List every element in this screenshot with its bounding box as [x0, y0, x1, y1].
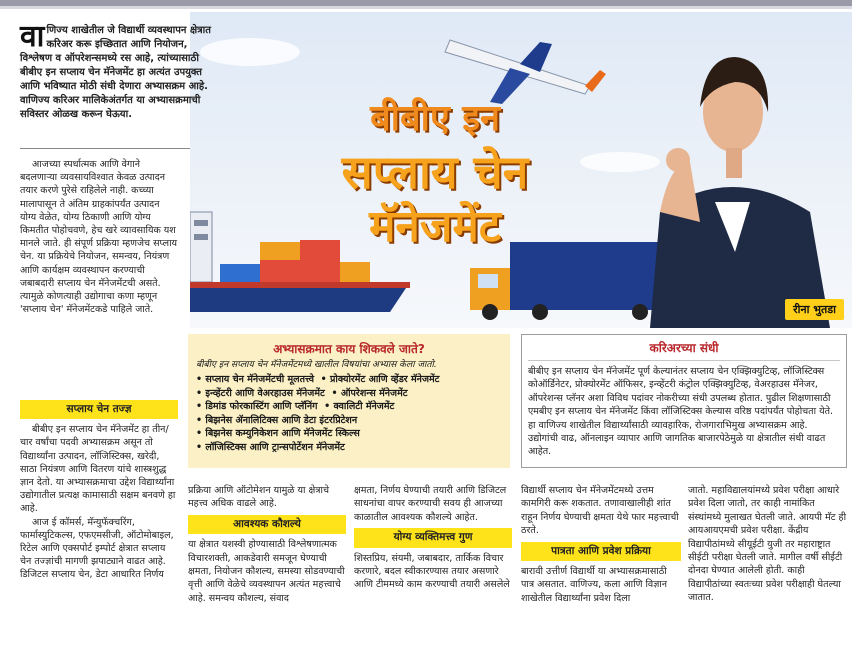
course-item: • डिमांड फोरकास्टिंग आणि प्लॅनिंग: [196, 401, 318, 413]
course-item: • ऑपरेशन्स मॅनेजमेंट: [331, 387, 408, 399]
intro-paragraph: [20, 19, 215, 122]
column-1-lower: [20, 400, 178, 582]
intro-text: णिज्य शाखेतील जे विद्यार्थी व्यवस्थापन क्षेत्रात करिअर करू इच्छितात आणि नियोजन, विश्लेषण व ऑपरेशन्समध्ये रस आहे, त्यांच्यासाठी बीबीए इन सप्लाय चेन मॅनेजमेंट हा अत्यंत उपयुक्त आणि भविष्यात मोठी संधी देणारा अभ्यासक्रम आहे. वाणिज्य करिअर मालिकेअंतर्गत या अभ्यासक्रमाची सविस्तर ओळख करून घेऊया.: [20, 25, 211, 120]
course-list: [196, 373, 502, 455]
col1-paragraph-1: आजच्या स्पर्धात्मक आणि वेगाने बदलणाऱ्या व्यवसायविश्वात केवळ उत्पादन तयार करणे पुरेसे राहिलेले नाही. कच्च्या मालापासून ते अंतिम ग्राहकांपर्यंत उत्पादन योग्य वेळेत, योग्य ठिकाणी आणि योग्य किमतीत पोहोचवणे, हेच खरे व्यावसायिक यश मानले जाते. ही संपूर्ण प्रक्रिया म्हणजेच सप्लाय चेन. या प्रक्रियेचे नियोजन, समन्वय, नियंत्रण आणि कार्यक्षम व्यवस्थापन करण्याची जबाबदारी सप्लाय चेन मॅनेजमेंटची असते. त्यामुळे कोणत्याही उद्योगाचा कणा म्हणून 'सप्लाय चेन' मॅनेजमेंटकडे पाहिले जाते.: [20, 159, 178, 316]
intro-divider: [20, 148, 190, 149]
course-box: [188, 334, 510, 468]
col3-paragraph-2: शिस्तप्रिय, संयमी, जबाबदार, तार्किक विचार करणारे, बदल स्वीकारण्यास तयार असणारे आणि टीममध्ये काम करण्याची तयारी असलेले: [354, 552, 510, 591]
course-row: [196, 373, 502, 387]
course-box-title: अभ्यासक्रमात काय शिकवले जाते?: [273, 342, 425, 356]
career-box-text: बीबीए इन सप्लाय चेन मॅनेजमेंट पूर्ण केल्यानंतर सप्लाय चेन एक्झिक्युटिव्ह, लॉजिस्टिक्स कोऑर्डिनेटर, प्रोक्योरमेंट ऑफिसर, इन्व्हेंटरी कंट्रोल एक्झिक्युटिव्ह, वेअरहाउस मॅनेजर, ऑपरेशन्स प्लॅनर अशा विविध पदांवर नोकरीच्या संधी उपलब्ध होतात. पुढील शिक्षणासाठी एमबीए इन सप्लाय चेन मॅनेजमेंट किंवा लॉजिस्टिक्स केल्यास वरिष्ठ पदांपर्यंत पोहोचता येते. हा वाणिज्य शाखेतील विद्यार्थ्यांसाठी व्यावहारिक, रोजगाराभिमुख अभ्यासक्रम आहे. उद्योगांची वाढ, ऑनलाइन व्यापार आणि जागतिक बाजारपेठेमुळे या क्षेत्रातील संधी वाढत आहेत.: [528, 366, 834, 458]
course-row: [196, 414, 502, 428]
section-heading-skills: आवश्यक कौशल्ये: [188, 515, 346, 534]
course-item: • क्वालिटी मॅनेजमेंट: [324, 401, 395, 413]
cloud-shape: [200, 38, 300, 66]
col2-paragraph-2: या क्षेत्रात यशस्वी होण्यासाठी विश्लेषणात्मक विचारशक्ती, आकडेवारी समजून घेण्याची क्षमता, नियोजन कौशल्य, समस्या सोडवण्याची वृत्ती आणि वेळेचे व्यवस्थापन अत्यंत महत्त्वाचे आहे. समन्वय कौशल्य, संवाद: [188, 539, 345, 604]
hero-banner: [190, 12, 852, 328]
column-3: [354, 484, 512, 592]
column-1: [20, 158, 178, 316]
column-4: [521, 484, 681, 605]
col3-paragraph-1: क्षमता, निर्णय घेण्याची तयारी आणि डिजिटल साधनांचा वापर करण्याची सवय ही आजच्या काळातील आवश्यक कौशल्ये आहेत.: [354, 485, 507, 523]
col1-paragraph-3: आज ई कॉमर्स, मॅन्युफॅक्चरिंग, फार्मास्युटिकल्स, एफएमसीजी, ऑटोमोबाइल, रिटेल आणि एक्सपोर्ट इम्पोर्ट क्षेत्रात सप्लाय चेन तज्ज्ञांची मागणी झपाट्याने वाढत आहे. डिजिटल सप्लाय चेन, डेटा आधारित निर्णय: [20, 516, 174, 581]
col2-paragraph-1: प्रक्रिया आणि ऑटोमेशन यामुळे या क्षेत्राचे महत्त्व अधिक वाढले आहे.: [188, 485, 330, 510]
course-box-intro: बीबीए इन सप्लाय चेन मॅनेजमेंटमध्ये खालील विषयांचा अभ्यास केला जातो.: [196, 360, 437, 370]
column-2: [188, 484, 346, 605]
course-item: • बिझनेस ॲनालिटिक्स आणि डेटा इंटरप्रिटेशन: [196, 414, 358, 426]
column-5: [688, 484, 848, 605]
businesswoman-figure: [650, 57, 830, 328]
photo-credit: रीना भुतडा: [785, 299, 844, 320]
top-strip-accent: [0, 6, 852, 9]
course-row: [196, 400, 502, 414]
headline-line-1: बीबीए इन: [370, 98, 500, 139]
career-box-title: करिअरच्या संधी: [528, 339, 840, 361]
course-row: [196, 427, 502, 441]
headline-line-2: सप्लाय चेन: [341, 145, 529, 199]
section-heading-experts: सप्लाय चेन तज्ज्ञ: [20, 400, 178, 419]
course-item: • लॉजिस्टिक्स आणि ट्रान्सपोर्टेशन मॅनेजमेंट: [196, 441, 345, 453]
col5-paragraph-1: जातो. महाविद्यालयांमध्ये प्रवेश परीक्षा आधारे प्रवेश दिला जातो, तर काही नामांकित संस्थांमध्ये मुलाखत घेतली जाते. आयपी मॅट ही आयआयएमची प्रवेश परीक्षा. केंद्रीय विद्यापीठांमध्ये सीयूईटी युजी तर महाराष्ट्रात सीईटी परीक्षा घेतली जाते. मागील वर्षी सीईटी दोनदा घेण्यात आलेली होती. काही विद्यापीठांच्या स्वतःच्या प्रवेश परीक्षाही घेतल्या जातात.: [688, 485, 847, 604]
course-item: • सप्लाय चेन मॅनेजमेंटची मूलतत्त्वे: [196, 374, 314, 385]
course-item: • इन्व्हेंटरी आणि वेअरहाउस मॅनेजमेंट: [196, 387, 325, 399]
career-box: [521, 334, 847, 468]
drop-cap: वा: [20, 19, 45, 54]
course-item: • प्रोक्योरमेंट आणि व्हेंडर मॅनेजमेंट: [320, 374, 440, 385]
course-row: [196, 387, 502, 401]
course-item: • बिझनेस कम्युनिकेशन आणि मॅनेजमेंट स्किल्स: [196, 428, 360, 440]
col1-paragraph-2: बीबीए इन सप्लाय चेन मॅनेजमेंट हा तीन/चार वर्षांचा पदवी अभ्यासक्रम असून तो विद्यार्थ्यांना उत्पादन, लॉजिस्टिक्स, खरेदी, साठा नियंत्रण आणि वितरण यांचे शास्त्रशुद्ध ज्ञान देतो. या अभ्यासक्रमाचा उद्देश विद्यार्थ्यांना उद्योगातील प्रत्यक्ष कामासाठी सक्षम बनवणे हा आहे.: [20, 424, 176, 515]
section-heading-eligibility: पात्रता आणि प्रवेश प्रक्रिया: [521, 542, 681, 561]
course-row: [196, 441, 502, 455]
cloud-shape: [580, 152, 660, 172]
col4-paragraph-1: विद्यार्थी सप्लाय चेन मॅनेजमेंटमध्ये उत्तम कामगिरी करू शकतात. तणावाखालीही शांत राहून निर्णय घेण्याची क्षमता येथे फार महत्त्वाची ठरते.: [521, 485, 679, 537]
section-heading-personality: योग्य व्यक्तिमत्त्व गुण: [354, 528, 512, 547]
headline-line-3: मॅनेजमेंट: [369, 201, 501, 252]
col4-paragraph-2: बारावी उत्तीर्ण विद्यार्थी या अभ्यासक्रमासाठी पात्र असतात. वाणिज्य, कला आणि विज्ञान शाखेतील विद्यार्थ्यांना प्रवेश दिला: [521, 566, 668, 604]
